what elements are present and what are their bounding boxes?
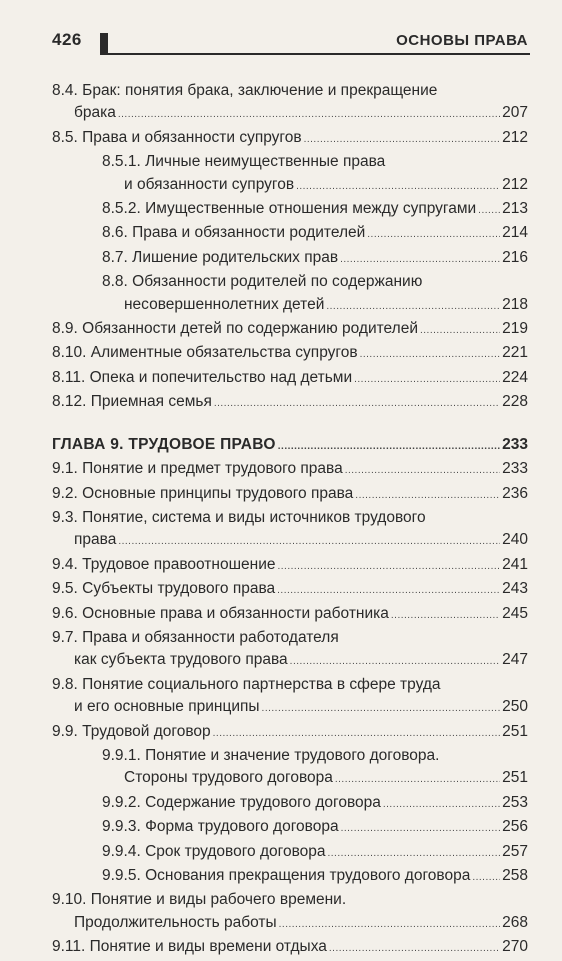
toc-entry-text: 8.12. Приемная семья	[52, 393, 212, 411]
toc-entry-text: 9.9.5. Основания прекращения трудового договора	[102, 867, 471, 884]
leader-dots	[290, 649, 500, 673]
toc-entry-text: 8.8. Обязанности родителей по содержанию	[102, 273, 423, 291]
toc-entry-text: 8.5.1. Личные неимущественные права	[102, 153, 386, 171]
leader-dots	[118, 102, 500, 126]
leader-dots	[335, 767, 500, 791]
page-number: 426	[52, 30, 82, 49]
toc-page-number: 251	[502, 769, 528, 787]
leader-dots	[472, 865, 500, 889]
toc-entry	[52, 721, 528, 745]
toc-entry	[52, 816, 528, 840]
leader-dots	[304, 127, 501, 151]
toc-entry-text: 8.9. Обязанности детей по содержанию родителей	[52, 320, 418, 338]
toc-page-number: 251	[502, 722, 528, 740]
leader-dots	[478, 198, 500, 222]
toc-entry-text: 9.1. Понятие и предмет трудового права	[52, 460, 343, 478]
toc-entry-text: 9.9.2. Содержание трудового договора	[102, 793, 381, 811]
header-divider	[100, 53, 530, 55]
leader-dots	[118, 529, 500, 553]
leader-dots	[214, 391, 500, 415]
toc-entry	[52, 127, 528, 151]
toc-page-number: 250	[502, 698, 528, 716]
toc-page-number: 253	[502, 793, 528, 811]
toc-page-number: 207	[502, 104, 528, 122]
toc-page-number: 245	[502, 604, 528, 622]
leader-dots	[213, 721, 500, 745]
toc-page-number: 228	[502, 393, 528, 411]
leader-dots	[329, 936, 500, 960]
leader-dots	[391, 603, 500, 627]
toc-entry-text: 9.9. Трудовой договор	[52, 722, 211, 740]
leader-dots	[345, 458, 500, 482]
leader-dots	[277, 554, 500, 578]
toc-entry	[52, 841, 528, 865]
toc-page-number: 236	[502, 484, 528, 502]
leader-dots	[340, 247, 500, 271]
table-of-contents	[52, 80, 528, 961]
leader-dots	[341, 816, 501, 840]
toc-entry-text: и обязанности супругов	[124, 175, 295, 193]
running-title: ОСНОВЫ ПРАВА	[396, 32, 528, 49]
toc-entry-text: 9.9.4. Срок трудового договора	[102, 842, 326, 860]
toc-page-number: 221	[502, 344, 528, 362]
toc-entry	[52, 603, 528, 627]
toc-entry	[52, 318, 528, 342]
leader-dots	[296, 174, 500, 198]
toc-page-number: 212	[502, 128, 528, 146]
toc-entry-text: 9.7. Права и обязанности работодателя	[52, 628, 339, 646]
toc-entry-text: 9.6. Основные права и обязанности работника	[52, 604, 389, 622]
page-header	[0, 0, 562, 56]
toc-page-number: 241	[502, 555, 528, 573]
toc-entry	[52, 222, 528, 246]
toc-entry-text: как субъекта трудового права	[74, 651, 288, 669]
toc-page-number: 214	[502, 224, 528, 242]
toc-entry	[52, 745, 528, 792]
toc-chapter-entry	[52, 434, 528, 458]
toc-page-number: 218	[502, 295, 528, 313]
toc-entry	[52, 271, 528, 318]
toc-page-number: 270	[502, 938, 528, 956]
toc-entry-text: 8.10. Алиментные обязательства супругов	[52, 344, 358, 362]
toc-page-number: 247	[502, 651, 528, 669]
leader-dots	[354, 367, 500, 391]
leader-dots	[355, 483, 500, 507]
toc-entry-text: 9.2. Основные принципы трудового права	[52, 484, 354, 502]
toc-entry-text: и его основные принципы	[74, 698, 260, 716]
toc-entry-text: 9.9.1. Понятие и значение трудового договора.	[102, 746, 440, 764]
toc-entry-text: 8.5. Права и обязанности супругов	[52, 128, 302, 146]
toc-entry	[52, 889, 528, 936]
toc-entry-text: 9.8. Понятие социального партнерства в сфере труда	[52, 675, 441, 693]
leader-dots	[278, 434, 500, 458]
toc-page-number: 219	[502, 320, 528, 338]
toc-entry-text: 9.9.3. Форма трудового договора	[102, 818, 339, 836]
toc-page-number: 268	[502, 913, 528, 931]
leader-dots	[326, 294, 500, 318]
toc-entry-text: 9.4. Трудовое правоотношение	[52, 555, 276, 573]
toc-entry-text: 8.11. Опека и попечительство над детьми	[52, 368, 353, 386]
toc-entry-text: 9.10. Понятие и виды рабочего времени.	[52, 891, 347, 909]
leader-dots	[279, 912, 500, 936]
toc-page-number: 213	[502, 200, 528, 218]
toc-entry-text: брака	[74, 104, 116, 122]
toc-entry-text: ГЛАВА 9. ТРУДОВОЕ ПРАВО	[52, 435, 276, 453]
leader-dots	[360, 342, 501, 366]
toc-entry	[52, 342, 528, 366]
toc-entry-text: несовершеннолетних детей	[124, 295, 325, 313]
toc-entry	[52, 151, 528, 198]
leader-dots	[383, 792, 500, 816]
toc-entry	[52, 198, 528, 222]
toc-entry	[52, 391, 528, 415]
leader-dots	[420, 318, 500, 342]
toc-entry-text: 9.5. Субъекты трудового права	[52, 580, 276, 598]
toc-page-number: 256	[502, 818, 528, 836]
leader-dots	[262, 696, 501, 720]
toc-page-number: 240	[502, 531, 528, 549]
leader-dots	[367, 222, 500, 246]
toc-page-number: 216	[502, 248, 528, 266]
toc-entry	[52, 458, 528, 482]
toc-entry	[52, 674, 528, 721]
toc-page-number: 233	[502, 460, 528, 478]
toc-entry-text: 8.4. Брак: понятия брака, заключение и прекращение	[52, 82, 438, 99]
toc-entry-text: Стороны трудового договора	[124, 769, 333, 787]
toc-entry	[52, 936, 528, 960]
toc-entry-text: права	[74, 531, 117, 549]
toc-entry	[52, 483, 528, 507]
toc-entry	[52, 367, 528, 391]
toc-page-number: 233	[502, 435, 528, 453]
header-rule-mark	[100, 33, 108, 55]
toc-entry	[52, 627, 528, 674]
toc-entry	[52, 792, 528, 816]
toc-entry-text: Продолжительность работы	[74, 913, 277, 931]
toc-entry	[52, 578, 528, 602]
toc-entry	[52, 507, 528, 554]
toc-page-number: 224	[502, 368, 528, 386]
toc-entry-text: 9.11. Понятие и виды времени отдыха	[52, 938, 327, 956]
toc-entry	[52, 247, 528, 271]
toc-entry-text: 8.6. Права и обязанности родителей	[102, 224, 366, 242]
toc-entry	[52, 554, 528, 578]
toc-entry-text: 8.7. Лишение родительских прав	[102, 248, 339, 266]
toc-entry-text: 9.3. Понятие, система и виды источников трудового	[52, 508, 426, 526]
toc-entry-text: 8.5.2. Имущественные отношения между супругами	[102, 200, 477, 218]
toc-page-number: 243	[502, 580, 528, 598]
toc-page-number: 257	[502, 842, 528, 860]
toc-page-number: 258	[502, 867, 528, 884]
toc-page-number: 212	[502, 175, 528, 193]
leader-dots	[328, 841, 501, 865]
toc-entry	[52, 80, 528, 127]
leader-dots	[277, 578, 500, 602]
toc-entry	[52, 865, 528, 889]
